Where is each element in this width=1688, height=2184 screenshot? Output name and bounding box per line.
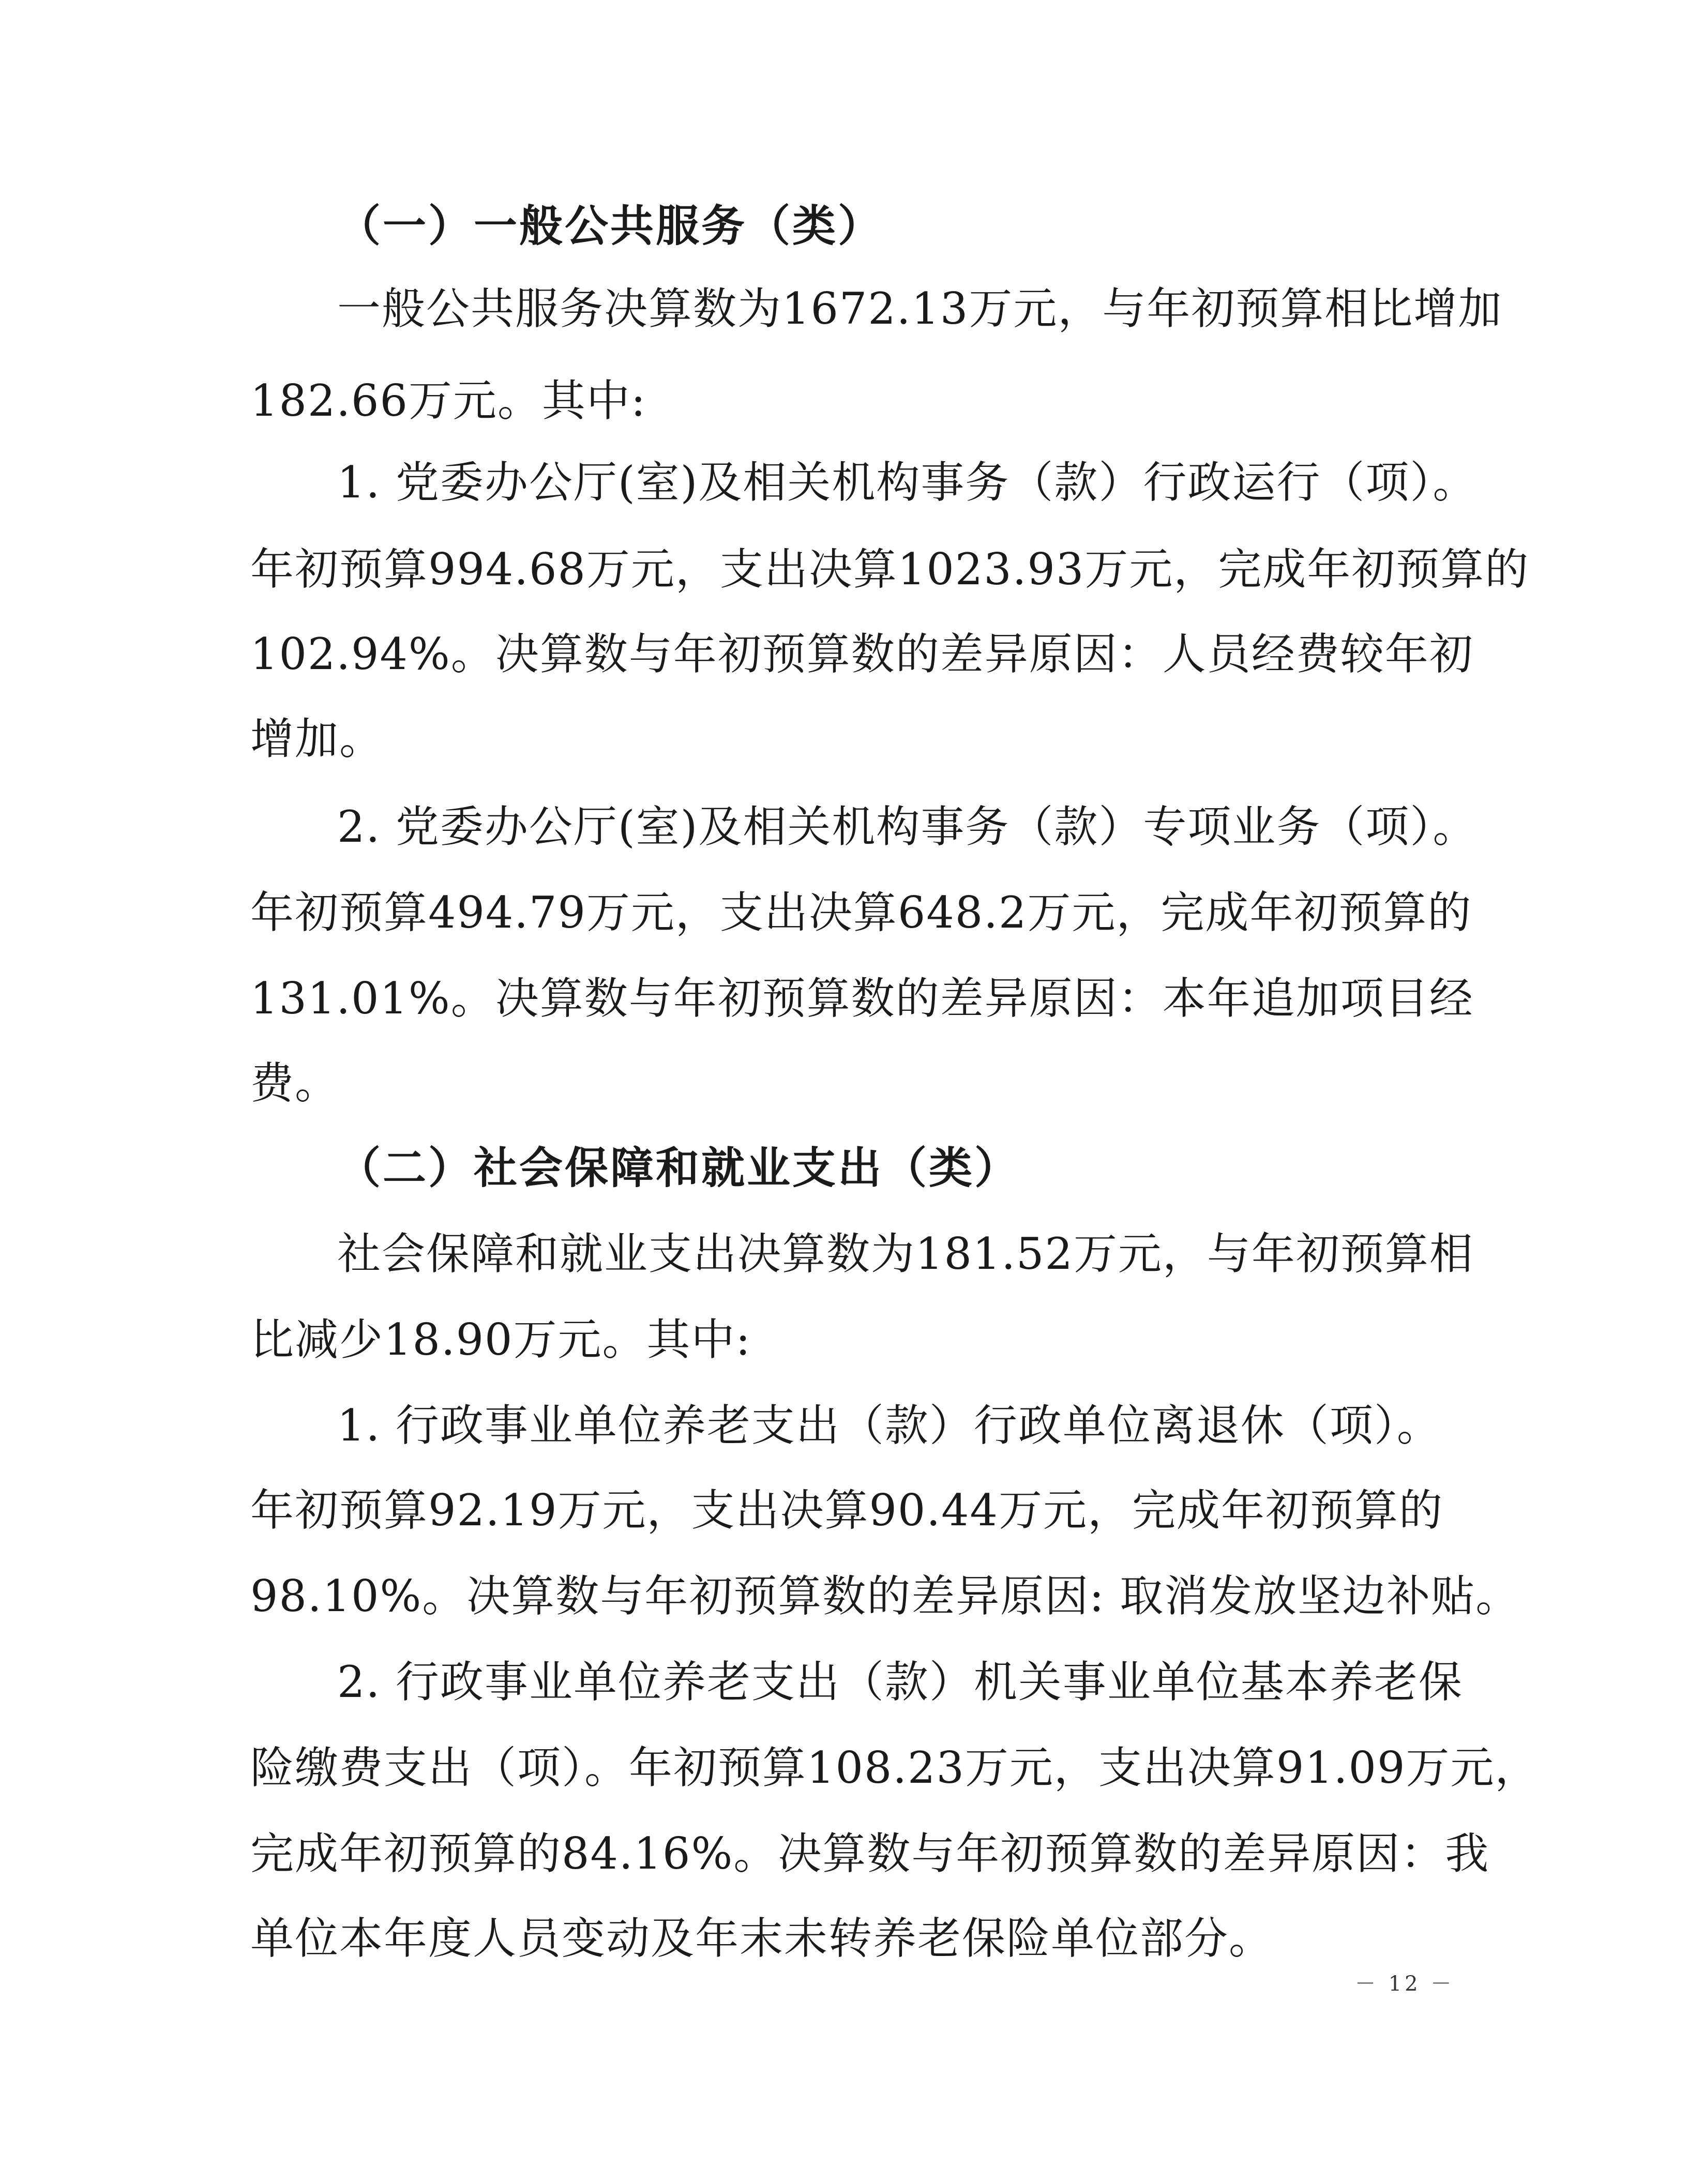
section-1-intro-line-2: 182.66万元。其中:: [250, 375, 647, 426]
section-1-item-1-line-2: 年初预算994.68万元，支出决算1023.93万元，完成年初预算的: [250, 544, 1530, 595]
section-2-item-2-line-2: 险缴费支出（项）。年初预算108.23万元，支出决算91.09万元，: [250, 1742, 1540, 1793]
section-2-item-2-line-4: 单位本年度人员变动及年末未转养老保险单位部分。: [250, 1913, 1274, 1964]
section-2-item-1-line-1: 1. 行政事业单位养老支出（款）行政单位离退休（项）。: [337, 1400, 1441, 1451]
section-2-item-2-line-3: 完成年初预算的84.16%。决算数与年初预算数的差异原因：我: [250, 1828, 1490, 1879]
section-2-item-1-line-3: 98.10%。决算数与年初预算数的差异原因: 取消发放坚边补贴。: [250, 1571, 1520, 1621]
section-1-intro-line-1: 一般公共服务决算数为1672.13万元，与年初预算相比增加: [337, 283, 1503, 334]
section-1-item-1-line-3: 102.94%。决算数与年初预算数的差异原因：人员经费较年初: [250, 629, 1474, 679]
section-1-item-1-line-1: 1. 党委办公厅(室)及相关机构事务（款）行政运行（项）。: [337, 457, 1478, 508]
section-1-item-2-line-3: 131.01%。决算数与年初预算数的差异原因：本年追加项目经: [250, 973, 1474, 1024]
section-2-intro-line-1: 社会保障和就业支出决算数为181.52万元，与年初预算相: [337, 1228, 1474, 1279]
section-2-item-2-line-1: 2. 行政事业单位养老支出（款）机关事业单位基本养老保: [337, 1657, 1463, 1707]
section-2-heading: （二）社会保障和就业支出（类）: [337, 1142, 1020, 1193]
section-1-item-2-line-2: 年初预算494.79万元，支出决算648.2万元，完成年初预算的: [250, 887, 1472, 938]
section-2-item-1-line-2: 年初预算92.19万元，支出决算90.44万元，完成年初预算的: [250, 1485, 1443, 1536]
section-1-item-2-line-1: 2. 党委办公厅(室)及相关机构事务（款）专项业务（项）。: [337, 801, 1478, 852]
section-2-intro-line-2: 比减少18.90万元。其中:: [250, 1314, 751, 1365]
page-number: － 12 －: [1355, 1972, 1455, 1996]
section-1-item-1-line-4: 增加。: [250, 714, 384, 764]
section-1-heading: （一）一般公共服务（类）: [337, 200, 884, 251]
section-1-item-2-line-4: 费。: [250, 1058, 340, 1109]
